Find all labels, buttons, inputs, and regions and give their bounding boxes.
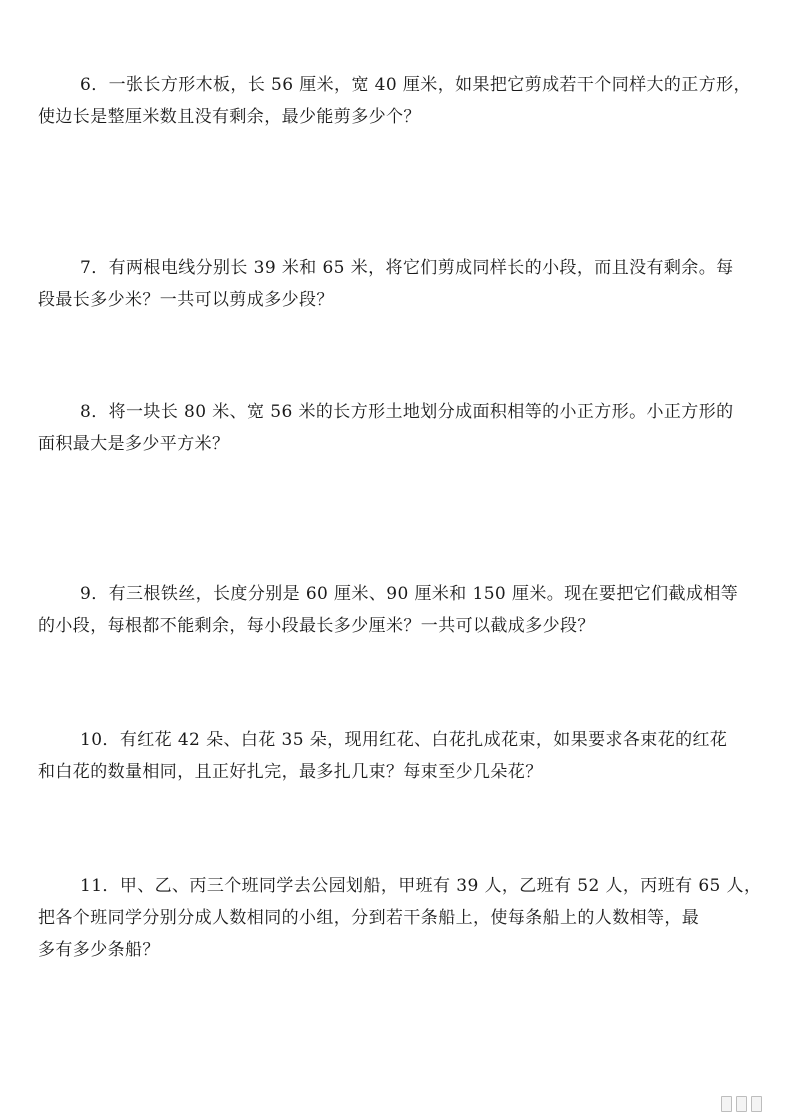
- problem-9-line-2: 的小段，每根都不能剩余，每小段最长多少厘米？一共可以截成多少段？: [38, 616, 595, 636]
- problem-10-line-2: 和白花的数量相同，且正好扎完，最多扎几束？每束至少几朵花？: [38, 762, 543, 782]
- problem-9: [38, 578, 760, 642]
- problem-11-line-1: 11．甲、乙、丙三个班同学去公园划船，甲班有 39 人，乙班有 52 人，丙班有 65 人，: [80, 876, 762, 896]
- page-indicator-mark: [721, 1096, 732, 1112]
- problem-6: [38, 69, 760, 133]
- problem-10-line-1: 10．有红花 42 朵、白花 35 朵，现用红花、白花扎成花束，如果要求各束花的红花: [80, 730, 728, 750]
- problem-7: [38, 252, 760, 316]
- page-indicator-mark: [751, 1096, 762, 1112]
- page-indicator-mark: [736, 1096, 747, 1112]
- problem-6-line-2: 使边长是整厘米数且没有剩余，最少能剪多少个？: [38, 107, 421, 127]
- problem-11-line-3: 多有多少条船？: [38, 940, 160, 960]
- problem-6-line-1: 6．一张长方形木板，长 56 厘米，宽 40 厘米，如果把它剪成若干个同样大的正方形，: [80, 75, 751, 95]
- problem-8: [38, 396, 760, 460]
- problem-11-line-2: 把各个班同学分别分成人数相同的小组，分到若干条船上，使每条船上的人数相等，最: [38, 908, 700, 928]
- problem-11: [38, 870, 760, 966]
- problem-9-line-1: 9．有三根铁丝，长度分别是 60 厘米、90 厘米和 150 厘米。现在要把它们截成相等: [80, 584, 739, 604]
- problem-8-line-1: 8．将一块长 80 米、宽 56 米的长方形土地划分成面积相等的小正方形。小正方形的: [80, 402, 734, 422]
- problem-10: [38, 724, 760, 788]
- problem-8-line-2: 面积最大是多少平方米？: [38, 434, 230, 454]
- problem-7-line-2: 段最长多少米？一共可以剪成多少段？: [38, 290, 334, 310]
- problem-7-line-1: 7．有两根电线分别长 39 米和 65 米，将它们剪成同样长的小段，而且没有剩余。每: [80, 258, 734, 278]
- page-indicator: [721, 1096, 762, 1112]
